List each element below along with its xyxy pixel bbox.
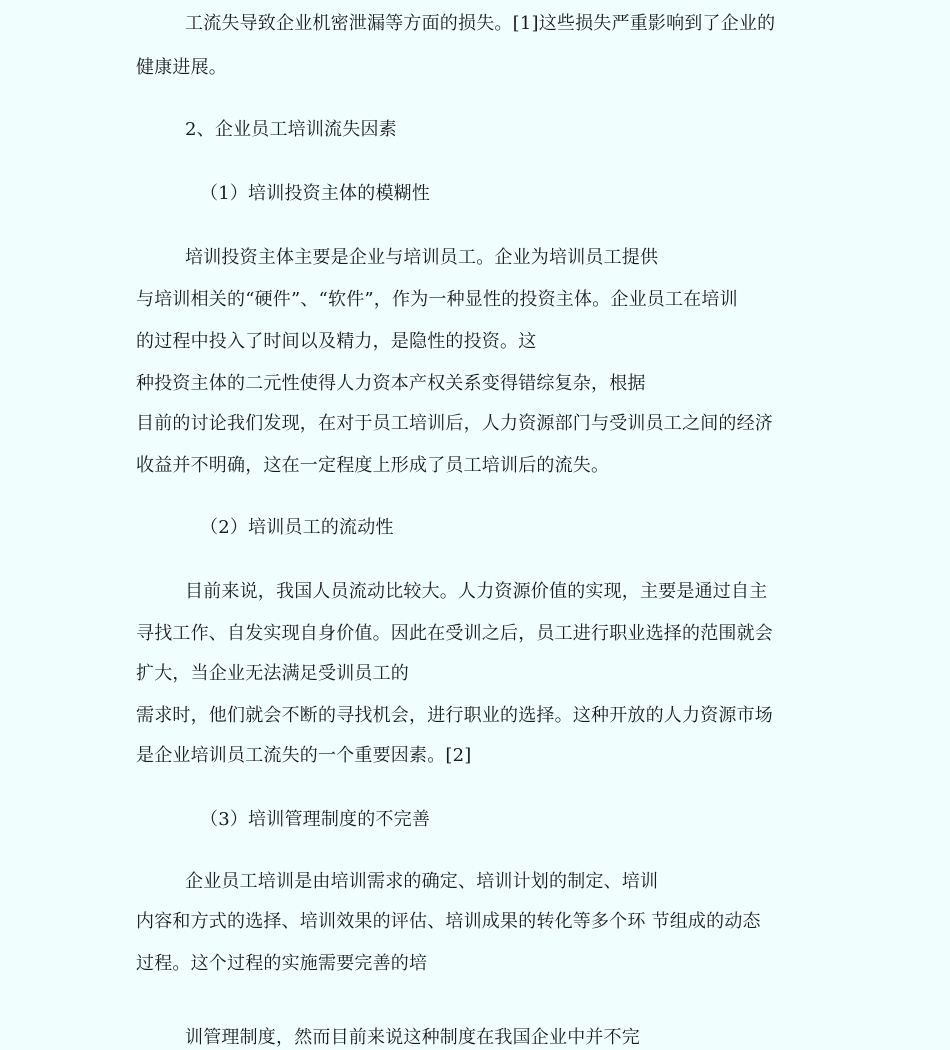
- text-line: 收益并不明确，这在一定程度上形成了员工培训后的流失。: [136, 455, 610, 476]
- text-line: 与培训相关的“硬件”、“软件”，作为一种显性的投资主体。企业员工在培训: [136, 289, 738, 310]
- text-line: 过程。这个过程的实施需要完善的培: [136, 953, 428, 974]
- subsection-heading: （2）培训员工的流动性: [200, 517, 394, 538]
- text-line: 的过程中投入了时间以及精力，是隐性的投资。这: [136, 331, 537, 352]
- text-line: 企业员工培训是由培训需求的确定、培训计划的制定、培训: [185, 871, 659, 892]
- text-line: 需求时，他们就会不断的寻找机会，进行职业的选择。这种开放的人力资源市场: [136, 705, 773, 726]
- text-line: 目前的讨论我们发现，在对于员工培训后，人力资源部门与受训员工之间的经济: [136, 413, 773, 434]
- section-heading: 2、企业员工培训流失因素: [185, 119, 397, 140]
- text-line: 训管理制度，然而目前来说这种制度在我国企业中并不完: [185, 1027, 640, 1048]
- text-line: 寻找工作、自发实现自身价值。因此在受训之后，员工进行职业选择的范围就会: [136, 623, 773, 644]
- text-line: 内容和方式的选择、培训效果的评估、培训成果的转化等多个环 节组成的动态: [136, 911, 761, 932]
- text-line: 目前来说，我国人员流动比较大。人力资源价值的实现，主要是通过自主: [185, 581, 768, 602]
- text-line: 健康进展。: [136, 57, 227, 78]
- text-line: 工流失导致企业机密泄漏等方面的损失。[1]这些损失严重影响到了企业的: [185, 13, 776, 34]
- text-line: 是企业培训员工流失的一个重要因素。[2]: [136, 745, 472, 766]
- text-line: 培训投资主体主要是企业与培训员工。企业为培训员工提供: [185, 247, 659, 268]
- subsection-heading: （3）培训管理制度的不完善: [200, 809, 431, 830]
- text-line: 扩大，当企业无法满足受训员工的: [136, 663, 409, 684]
- subsection-heading: （1）培训投资主体的模糊性: [200, 183, 431, 204]
- text-line: 种投资主体的二元性使得人力资本产权关系变得错综复杂，根据: [136, 373, 646, 394]
